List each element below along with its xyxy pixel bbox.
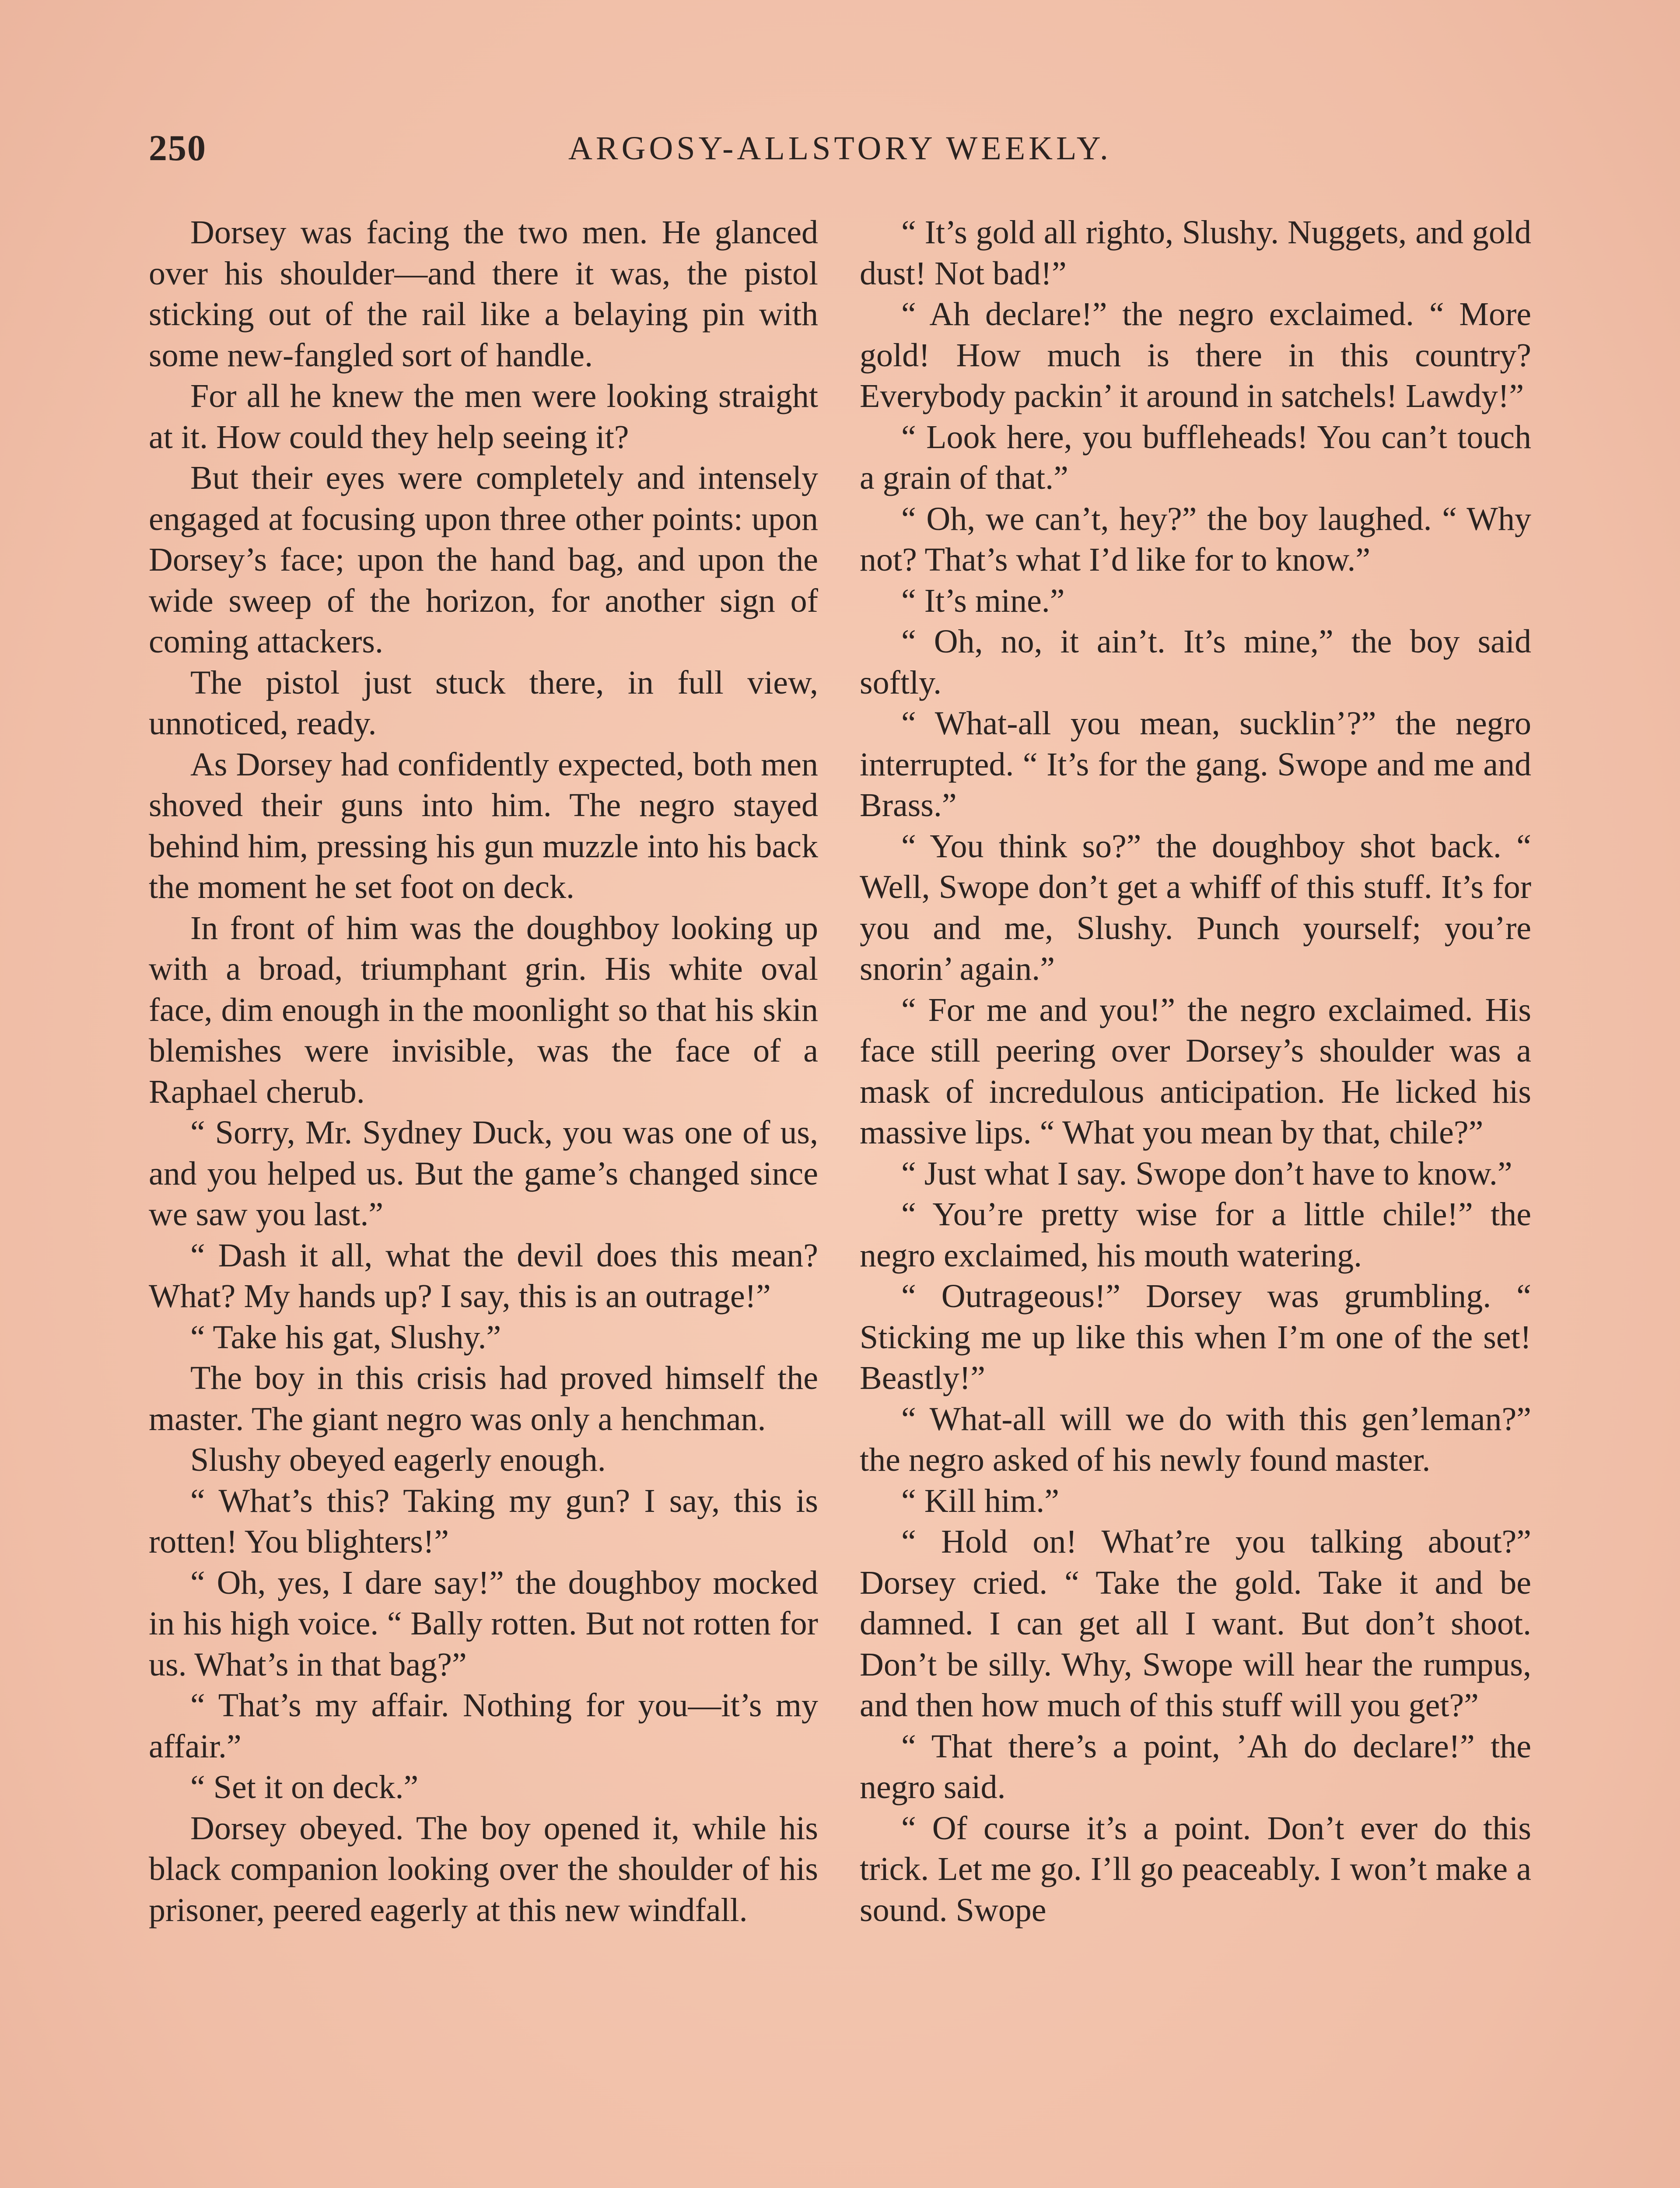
right-text-column: [860, 212, 1531, 1931]
paragraph: “ Kill him.”: [901, 1482, 1059, 1519]
paragraph: “ It’s mine.”: [901, 582, 1065, 619]
paragraph: “ What-all you mean, sucklin’?” the negro interrupted. “ It’s for the gang. Swope and me and Brass.”: [860, 705, 1531, 824]
paragraph: Dorsey was facing the two men. He glanced over his shoulder—and there it was, the pistol sticking out of the rail like a belaying pin with some new-fangled sort of handle.: [149, 214, 818, 374]
paragraph: Slushy obeyed eagerly enough.: [190, 1441, 606, 1478]
paragraph: “ Outrageous!” Dorsey was grumbling. “ Sticking me up like this when I’m one of the set! Beastly!”: [860, 1278, 1531, 1396]
paragraph: In front of him was the doughboy looking up with a broad, triumphant grin. His white oval face, dim enough in the moonlight so that his skin blemishes were invisible, was the face of a Raphael cherub.: [149, 909, 818, 1110]
paragraph: As Dorsey had confidently expected, both men shoved their guns into him. The negro stayed behind him, pressing his gun muzzle into his back the moment he set foot on deck.: [149, 746, 818, 905]
paragraph: “ Dash it all, what the devil does this mean? What? My hands up? I say, this is an outrage!”: [149, 1237, 818, 1315]
paragraph: Dorsey obeyed. The boy opened it, while his black companion looking over the shoulder of his prisoner, peered eagerly at this new windfall.: [149, 1809, 818, 1929]
paragraph: “ You’re pretty wise for a little chile!” the negro exclaimed, his mouth watering.: [860, 1196, 1531, 1274]
left-text-column: [149, 212, 818, 1931]
paragraph: “ Look here, you buffleheads! You can’t touch a grain of that.”: [860, 418, 1531, 496]
paragraph: “ Just what I say. Swope don’t have to know.”: [901, 1155, 1512, 1192]
paragraph: “ Set it on deck.”: [190, 1769, 419, 1806]
paragraph: For all he knew the men were looking straight at it. How could they help seeing it?: [149, 378, 818, 456]
paragraph: But their eyes were completely and intensely engaged at focusing upon three other points: upon Dorsey’s face; upon the hand bag, and upon the wide sweep of the horizon, for another sign of coming attackers.: [149, 459, 818, 660]
paragraph: “ Oh, yes, I dare say!” the doughboy mocked in his high voice. “ Bally rotten. But not rotten for us. What’s in that bag?”: [149, 1564, 818, 1683]
paragraph: “ That’s my affair. Nothing for you—it’s my affair.”: [149, 1687, 818, 1765]
page-header: [149, 127, 1531, 179]
paragraph: “ Oh, no, it ain’t. It’s mine,” the boy said softly.: [860, 623, 1531, 701]
running-head: ARGOSY-ALLSTORY WEEKLY.: [568, 130, 1112, 167]
paragraph: “ What-all will we do with this gen’leman?” the negro asked of his newly found master.: [860, 1400, 1531, 1478]
paragraph: The boy in this crisis had proved himself the master. The giant negro was only a henchman.: [149, 1360, 818, 1438]
paragraph: “ Hold on! What’re you talking about?” Dorsey cried. “ Take the gold. Take it and be damned. I can get all I want. But don’t shoot. Don’t be silly. Why, Swope will hear the rumpus, and then how much of this stuff will you get?”: [860, 1523, 1531, 1724]
paragraph: “ Take his gat, Slushy.”: [190, 1318, 501, 1356]
paragraph: “ Ah declare!” the negro exclaimed. “ More gold! How much is there in this country? Everybody packin’ it around in satchels! Lawdy!”: [860, 296, 1531, 414]
paragraph: “ Of course it’s a point. Don’t ever do this trick. Let me go. I’ll go peaceably. I won’t make a sound. Swope: [860, 1809, 1531, 1929]
paragraph: The pistol just stuck there, in full view, unnoticed, ready.: [149, 664, 818, 742]
paragraph: “ Oh, we can’t, hey?” the boy laughed. “ Why not? That’s what I’d like for to know.”: [860, 500, 1531, 578]
page-number: 250: [149, 128, 206, 168]
paragraph: “ What’s this? Taking my gun? I say, this is rotten! You blighters!”: [149, 1482, 818, 1560]
paragraph: “ It’s gold all righto, Slushy. Nuggets, and gold dust! Not bad!”: [860, 214, 1531, 292]
paragraph: “ That there’s a point, ’Ah do declare!” the negro said.: [860, 1728, 1531, 1806]
paragraph: “ For me and you!” the negro exclaimed. His face still peering over Dorsey’s shoulder was a mask of incredulous anticipation. He licked his massive lips. “ What you mean by that, chile?”: [860, 991, 1531, 1151]
paragraph: “ Sorry, Mr. Sydney Duck, you was one of us, and you helped us. But the game’s changed since we saw you last.”: [149, 1114, 818, 1233]
paragraph: “ You think so?” the doughboy shot back. “ Well, Swope don’t get a whiff of this stuff. It’s for you and me, Slushy. Punch yourself; you’re snorin’ again.”: [860, 828, 1531, 987]
